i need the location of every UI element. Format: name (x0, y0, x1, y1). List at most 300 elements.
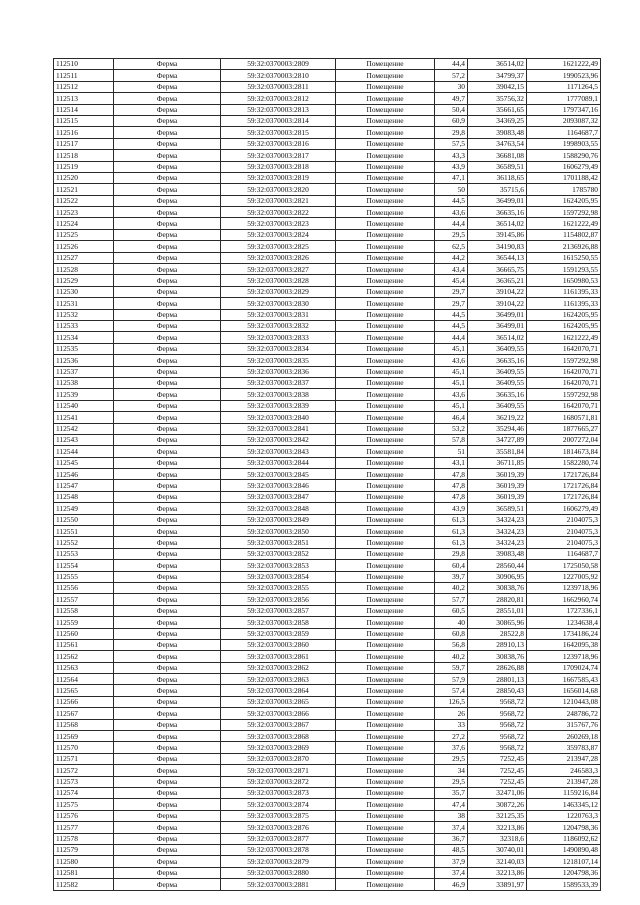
total-value-cell: 1721726,84 (527, 480, 601, 491)
area-cell: 36,7 (435, 833, 468, 844)
area-cell: 47,1 (435, 172, 468, 183)
row-number-cell: 112549 (54, 503, 114, 514)
object-type-cell: Помещение (336, 377, 435, 388)
object-type-cell: Помещение (336, 708, 435, 719)
price-per-sqm-cell: 36499,01 (468, 309, 527, 320)
area-cell: 57,2 (435, 70, 468, 81)
table-row (54, 685, 601, 696)
owner-cell: Ферма (114, 446, 221, 457)
cadastral-number-cell: 59:32:0370003:2810 (221, 70, 336, 81)
owner-cell: Ферма (114, 776, 221, 787)
table-row (54, 412, 601, 423)
object-type-cell: Помещение (336, 104, 435, 115)
table-row (54, 731, 601, 742)
row-number-cell: 112523 (54, 207, 114, 218)
owner-cell: Ферма (114, 81, 221, 92)
object-type-cell: Помещение (336, 719, 435, 730)
area-cell: 57,8 (435, 434, 468, 445)
row-number-cell: 112515 (54, 115, 114, 126)
price-per-sqm-cell: 34799,37 (468, 70, 527, 81)
cadastral-number-cell: 59:32:0370003:2860 (221, 639, 336, 650)
price-per-sqm-cell: 33891,97 (468, 879, 527, 890)
cadastral-number-cell: 59:32:0370003:2875 (221, 810, 336, 821)
cadastral-number-cell: 59:32:0370003:2817 (221, 150, 336, 161)
table-row (54, 434, 601, 445)
price-per-sqm-cell: 36711,85 (468, 457, 527, 468)
table-row (54, 343, 601, 354)
area-cell: 60,4 (435, 560, 468, 571)
total-value-cell: 1662960,74 (527, 594, 601, 605)
owner-cell: Ферма (114, 93, 221, 104)
table-row (54, 879, 601, 890)
area-cell: 46,4 (435, 412, 468, 423)
total-value-cell: 1582280,74 (527, 457, 601, 468)
total-value-cell: 1490890,48 (527, 844, 601, 855)
owner-cell: Ферма (114, 457, 221, 468)
price-per-sqm-cell: 34190,83 (468, 241, 527, 252)
area-cell: 60,9 (435, 115, 468, 126)
cadastral-number-cell: 59:32:0370003:2834 (221, 343, 336, 354)
object-type-cell: Помещение (336, 582, 435, 593)
row-number-cell: 112564 (54, 674, 114, 685)
cadastral-number-cell: 59:32:0370003:2843 (221, 446, 336, 457)
price-per-sqm-cell: 36514,02 (468, 332, 527, 343)
area-cell: 43,4 (435, 264, 468, 275)
row-number-cell: 112553 (54, 548, 114, 559)
owner-cell: Ферма (114, 400, 221, 411)
row-number-cell: 112544 (54, 446, 114, 457)
object-type-cell: Помещение (336, 275, 435, 286)
cadastral-number-cell: 59:32:0370003:2849 (221, 514, 336, 525)
area-cell: 48,5 (435, 844, 468, 855)
price-per-sqm-cell: 34324,23 (468, 514, 527, 525)
owner-cell: Ферма (114, 343, 221, 354)
price-per-sqm-cell: 36019,39 (468, 491, 527, 502)
table-row (54, 286, 601, 297)
row-number-cell: 112537 (54, 366, 114, 377)
owner-cell: Ферма (114, 594, 221, 605)
owner-cell: Ферма (114, 582, 221, 593)
price-per-sqm-cell: 35581,84 (468, 446, 527, 457)
table-row (54, 503, 601, 514)
total-value-cell: 1597292,98 (527, 389, 601, 400)
total-value-cell: 1239718,96 (527, 651, 601, 662)
owner-cell: Ферма (114, 229, 221, 240)
row-number-cell: 112522 (54, 195, 114, 206)
table-row (54, 514, 601, 525)
object-type-cell: Помещение (336, 753, 435, 764)
price-per-sqm-cell: 9568,72 (468, 742, 527, 753)
price-per-sqm-cell: 39083,48 (468, 127, 527, 138)
owner-cell: Ферма (114, 639, 221, 650)
cadastral-number-cell: 59:32:0370003:2866 (221, 708, 336, 719)
price-per-sqm-cell: 28551,01 (468, 605, 527, 616)
price-per-sqm-cell: 7252,45 (468, 776, 527, 787)
price-per-sqm-cell: 34763,54 (468, 138, 527, 149)
price-per-sqm-cell: 28560,44 (468, 560, 527, 571)
total-value-cell: 1204798,36 (527, 822, 601, 833)
area-cell: 37,4 (435, 867, 468, 878)
object-type-cell: Помещение (336, 491, 435, 502)
total-value-cell: 213947,28 (527, 753, 601, 764)
row-number-cell: 112550 (54, 514, 114, 525)
owner-cell: Ферма (114, 104, 221, 115)
price-per-sqm-cell: 30740,01 (468, 844, 527, 855)
total-value-cell: 1591293,55 (527, 264, 601, 275)
area-cell: 29,8 (435, 127, 468, 138)
cadastral-number-cell: 59:32:0370003:2825 (221, 241, 336, 252)
price-per-sqm-cell: 28801,13 (468, 674, 527, 685)
cadastral-number-cell: 59:32:0370003:2831 (221, 309, 336, 320)
price-per-sqm-cell: 39083,48 (468, 548, 527, 559)
area-cell: 46,9 (435, 879, 468, 890)
area-cell: 29,5 (435, 753, 468, 764)
area-cell: 61,3 (435, 526, 468, 537)
total-value-cell: 315767,76 (527, 719, 601, 730)
table-row (54, 229, 601, 240)
area-cell: 43,6 (435, 389, 468, 400)
cadastral-number-cell: 59:32:0370003:2876 (221, 822, 336, 833)
row-number-cell: 112573 (54, 776, 114, 787)
price-per-sqm-cell: 36681,08 (468, 150, 527, 161)
price-per-sqm-cell: 36635,16 (468, 355, 527, 366)
area-cell: 53,2 (435, 423, 468, 434)
cadastral-number-cell: 59:32:0370003:2835 (221, 355, 336, 366)
row-number-cell: 112578 (54, 833, 114, 844)
owner-cell: Ферма (114, 241, 221, 252)
table-row (54, 150, 601, 161)
table-row (54, 674, 601, 685)
table-row (54, 833, 601, 844)
total-value-cell: 1680571,81 (527, 412, 601, 423)
object-type-cell: Помещение (336, 412, 435, 423)
object-type-cell: Помещение (336, 115, 435, 126)
area-cell: 61,3 (435, 537, 468, 548)
row-number-cell: 112554 (54, 560, 114, 571)
cadastral-number-cell: 59:32:0370003:2848 (221, 503, 336, 514)
row-number-cell: 112529 (54, 275, 114, 286)
price-per-sqm-cell: 39145,86 (468, 229, 527, 240)
row-number-cell: 112563 (54, 662, 114, 673)
area-cell: 44,4 (435, 332, 468, 343)
object-type-cell: Помещение (336, 560, 435, 571)
table-row (54, 70, 601, 81)
cadastral-number-cell: 59:32:0370003:2854 (221, 571, 336, 582)
area-cell: 27,2 (435, 731, 468, 742)
table-row (54, 93, 601, 104)
area-cell: 43,6 (435, 355, 468, 366)
object-type-cell: Помещение (336, 161, 435, 172)
total-value-cell: 1785780 (527, 184, 601, 195)
price-per-sqm-cell: 36635,16 (468, 389, 527, 400)
row-number-cell: 112514 (54, 104, 114, 115)
price-per-sqm-cell: 7252,45 (468, 753, 527, 764)
row-number-cell: 112512 (54, 81, 114, 92)
cadastral-number-cell: 59:32:0370003:2872 (221, 776, 336, 787)
cadastral-number-cell: 59:32:0370003:2838 (221, 389, 336, 400)
owner-cell: Ферма (114, 264, 221, 275)
area-cell: 40 (435, 617, 468, 628)
cadastral-number-cell: 59:32:0370003:2841 (221, 423, 336, 434)
object-type-cell: Помещение (336, 731, 435, 742)
total-value-cell: 1656014,68 (527, 685, 601, 696)
cadastral-number-cell: 59:32:0370003:2858 (221, 617, 336, 628)
cadastral-number-cell: 59:32:0370003:2878 (221, 844, 336, 855)
owner-cell: Ферма (114, 685, 221, 696)
area-cell: 45,1 (435, 343, 468, 354)
total-value-cell: 260269,18 (527, 731, 601, 742)
cadastral-number-cell: 59:32:0370003:2859 (221, 628, 336, 639)
owner-cell: Ферма (114, 560, 221, 571)
row-number-cell: 112527 (54, 252, 114, 263)
price-per-sqm-cell: 36118,65 (468, 172, 527, 183)
row-number-cell: 112532 (54, 309, 114, 320)
owner-cell: Ферма (114, 662, 221, 673)
table-row (54, 662, 601, 673)
price-per-sqm-cell: 36019,39 (468, 469, 527, 480)
total-value-cell: 1164687,7 (527, 127, 601, 138)
total-value-cell: 1161395,33 (527, 298, 601, 309)
price-per-sqm-cell: 9568,72 (468, 731, 527, 742)
price-per-sqm-cell: 36409,55 (468, 366, 527, 377)
owner-cell: Ферма (114, 377, 221, 388)
area-cell: 34 (435, 765, 468, 776)
object-type-cell: Помещение (336, 822, 435, 833)
price-per-sqm-cell: 36665,75 (468, 264, 527, 275)
cadastral-number-cell: 59:32:0370003:2836 (221, 366, 336, 377)
total-value-cell: 1990523,96 (527, 70, 601, 81)
total-value-cell: 1154802,87 (527, 229, 601, 240)
row-number-cell: 112535 (54, 343, 114, 354)
registry-table (53, 58, 601, 891)
row-number-cell: 112525 (54, 229, 114, 240)
price-per-sqm-cell: 36499,01 (468, 195, 527, 206)
cadastral-number-cell: 59:32:0370003:2865 (221, 696, 336, 707)
area-cell: 26 (435, 708, 468, 719)
owner-cell: Ферма (114, 127, 221, 138)
row-number-cell: 112540 (54, 400, 114, 411)
table-row (54, 491, 601, 502)
table-row (54, 275, 601, 286)
total-value-cell: 1624205,95 (527, 195, 601, 206)
area-cell: 57,5 (435, 138, 468, 149)
table-row (54, 366, 601, 377)
object-type-cell: Помещение (336, 229, 435, 240)
total-value-cell: 1606279,49 (527, 503, 601, 514)
object-type-cell: Помещение (336, 264, 435, 275)
cadastral-number-cell: 59:32:0370003:2870 (221, 753, 336, 764)
area-cell: 44,5 (435, 195, 468, 206)
area-cell: 50 (435, 184, 468, 195)
cadastral-number-cell: 59:32:0370003:2832 (221, 320, 336, 331)
row-number-cell: 112541 (54, 412, 114, 423)
object-type-cell: Помещение (336, 674, 435, 685)
table-row (54, 765, 601, 776)
total-value-cell: 1642095,38 (527, 639, 601, 650)
table-row (54, 696, 601, 707)
row-number-cell: 112561 (54, 639, 114, 650)
object-type-cell: Помещение (336, 309, 435, 320)
row-number-cell: 112546 (54, 469, 114, 480)
object-type-cell: Помещение (336, 856, 435, 867)
table-row (54, 104, 601, 115)
owner-cell: Ферма (114, 742, 221, 753)
owner-cell: Ферма (114, 731, 221, 742)
area-cell: 60,5 (435, 605, 468, 616)
price-per-sqm-cell: 30872,26 (468, 799, 527, 810)
object-type-cell: Помещение (336, 298, 435, 309)
cadastral-number-cell: 59:32:0370003:2850 (221, 526, 336, 537)
price-per-sqm-cell: 9568,72 (468, 719, 527, 730)
table-row (54, 753, 601, 764)
table-row (54, 571, 601, 582)
price-per-sqm-cell: 36409,55 (468, 343, 527, 354)
price-per-sqm-cell: 34324,23 (468, 537, 527, 548)
cadastral-number-cell: 59:32:0370003:2879 (221, 856, 336, 867)
table-row (54, 252, 601, 263)
owner-cell: Ферма (114, 184, 221, 195)
row-number-cell: 112580 (54, 856, 114, 867)
registry-table-body (54, 59, 601, 891)
price-per-sqm-cell: 36589,51 (468, 161, 527, 172)
owner-cell: Ферма (114, 844, 221, 855)
total-value-cell: 1650980,53 (527, 275, 601, 286)
row-number-cell: 112575 (54, 799, 114, 810)
table-row (54, 560, 601, 571)
cadastral-number-cell: 59:32:0370003:2816 (221, 138, 336, 149)
owner-cell: Ферма (114, 423, 221, 434)
price-per-sqm-cell: 9568,72 (468, 696, 527, 707)
total-value-cell: 1642070,71 (527, 366, 601, 377)
cadastral-number-cell: 59:32:0370003:2874 (221, 799, 336, 810)
row-number-cell: 112552 (54, 537, 114, 548)
object-type-cell: Помещение (336, 446, 435, 457)
cadastral-number-cell: 59:32:0370003:2852 (221, 548, 336, 559)
price-per-sqm-cell: 7252,45 (468, 765, 527, 776)
object-type-cell: Помещение (336, 548, 435, 559)
cadastral-number-cell: 59:32:0370003:2880 (221, 867, 336, 878)
area-cell: 30 (435, 81, 468, 92)
total-value-cell: 1597292,98 (527, 207, 601, 218)
owner-cell: Ферма (114, 867, 221, 878)
total-value-cell: 1204798,36 (527, 867, 601, 878)
table-row (54, 377, 601, 388)
cadastral-number-cell: 59:32:0370003:2828 (221, 275, 336, 286)
row-number-cell: 112516 (54, 127, 114, 138)
object-type-cell: Помещение (336, 594, 435, 605)
cadastral-number-cell: 59:32:0370003:2830 (221, 298, 336, 309)
cadastral-number-cell: 59:32:0370003:2881 (221, 879, 336, 890)
owner-cell: Ферма (114, 879, 221, 890)
row-number-cell: 112534 (54, 332, 114, 343)
object-type-cell: Помещение (336, 765, 435, 776)
table-row (54, 320, 601, 331)
price-per-sqm-cell: 36544,13 (468, 252, 527, 263)
row-number-cell: 112533 (54, 320, 114, 331)
object-type-cell: Помещение (336, 571, 435, 582)
row-number-cell: 112558 (54, 605, 114, 616)
row-number-cell: 112520 (54, 172, 114, 183)
area-cell: 62,5 (435, 241, 468, 252)
object-type-cell: Помещение (336, 662, 435, 673)
owner-cell: Ферма (114, 810, 221, 821)
cadastral-number-cell: 59:32:0370003:2813 (221, 104, 336, 115)
total-value-cell: 1721726,84 (527, 469, 601, 480)
total-value-cell: 1615250,55 (527, 252, 601, 263)
total-value-cell: 1621222,49 (527, 332, 601, 343)
table-row (54, 799, 601, 810)
owner-cell: Ферма (114, 856, 221, 867)
object-type-cell: Помещение (336, 651, 435, 662)
table-row (54, 867, 601, 878)
table-row (54, 59, 601, 70)
row-number-cell: 112557 (54, 594, 114, 605)
total-value-cell: 1210443,08 (527, 696, 601, 707)
table-row (54, 810, 601, 821)
area-cell: 56,8 (435, 639, 468, 650)
area-cell: 49,7 (435, 93, 468, 104)
table-row (54, 195, 601, 206)
owner-cell: Ферма (114, 59, 221, 70)
table-row (54, 628, 601, 639)
owner-cell: Ферма (114, 138, 221, 149)
row-number-cell: 112543 (54, 434, 114, 445)
table-row (54, 537, 601, 548)
total-value-cell: 2104075,3 (527, 537, 601, 548)
total-value-cell: 1597292,98 (527, 355, 601, 366)
price-per-sqm-cell: 36514,02 (468, 59, 527, 70)
row-number-cell: 112569 (54, 731, 114, 742)
object-type-cell: Помещение (336, 628, 435, 639)
price-per-sqm-cell: 35756,32 (468, 93, 527, 104)
total-value-cell: 1589533,39 (527, 879, 601, 890)
price-per-sqm-cell: 34727,89 (468, 434, 527, 445)
owner-cell: Ферма (114, 833, 221, 844)
total-value-cell: 1624205,95 (527, 320, 601, 331)
table-row (54, 457, 601, 468)
object-type-cell: Помещение (336, 844, 435, 855)
object-type-cell: Помещение (336, 503, 435, 514)
row-number-cell: 112536 (54, 355, 114, 366)
price-per-sqm-cell: 30865,96 (468, 617, 527, 628)
total-value-cell: 1218107,14 (527, 856, 601, 867)
table-row (54, 389, 601, 400)
area-cell: 43,9 (435, 161, 468, 172)
row-number-cell: 112547 (54, 480, 114, 491)
area-cell: 45,1 (435, 400, 468, 411)
cadastral-number-cell: 59:32:0370003:2845 (221, 469, 336, 480)
total-value-cell: 1727336,1 (527, 605, 601, 616)
owner-cell: Ферма (114, 491, 221, 502)
total-value-cell: 1227005,92 (527, 571, 601, 582)
price-per-sqm-cell: 32140,03 (468, 856, 527, 867)
row-number-cell: 112570 (54, 742, 114, 753)
row-number-cell: 112528 (54, 264, 114, 275)
price-per-sqm-cell: 32213,86 (468, 822, 527, 833)
row-number-cell: 112519 (54, 161, 114, 172)
cadastral-number-cell: 59:32:0370003:2856 (221, 594, 336, 605)
total-value-cell: 1725050,58 (527, 560, 601, 571)
owner-cell: Ферма (114, 286, 221, 297)
object-type-cell: Помещение (336, 867, 435, 878)
area-cell: 29,5 (435, 776, 468, 787)
cadastral-number-cell: 59:32:0370003:2867 (221, 719, 336, 730)
object-type-cell: Помещение (336, 605, 435, 616)
table-row (54, 355, 601, 366)
total-value-cell: 2104075,3 (527, 526, 601, 537)
owner-cell: Ферма (114, 70, 221, 81)
object-type-cell: Помещение (336, 252, 435, 263)
